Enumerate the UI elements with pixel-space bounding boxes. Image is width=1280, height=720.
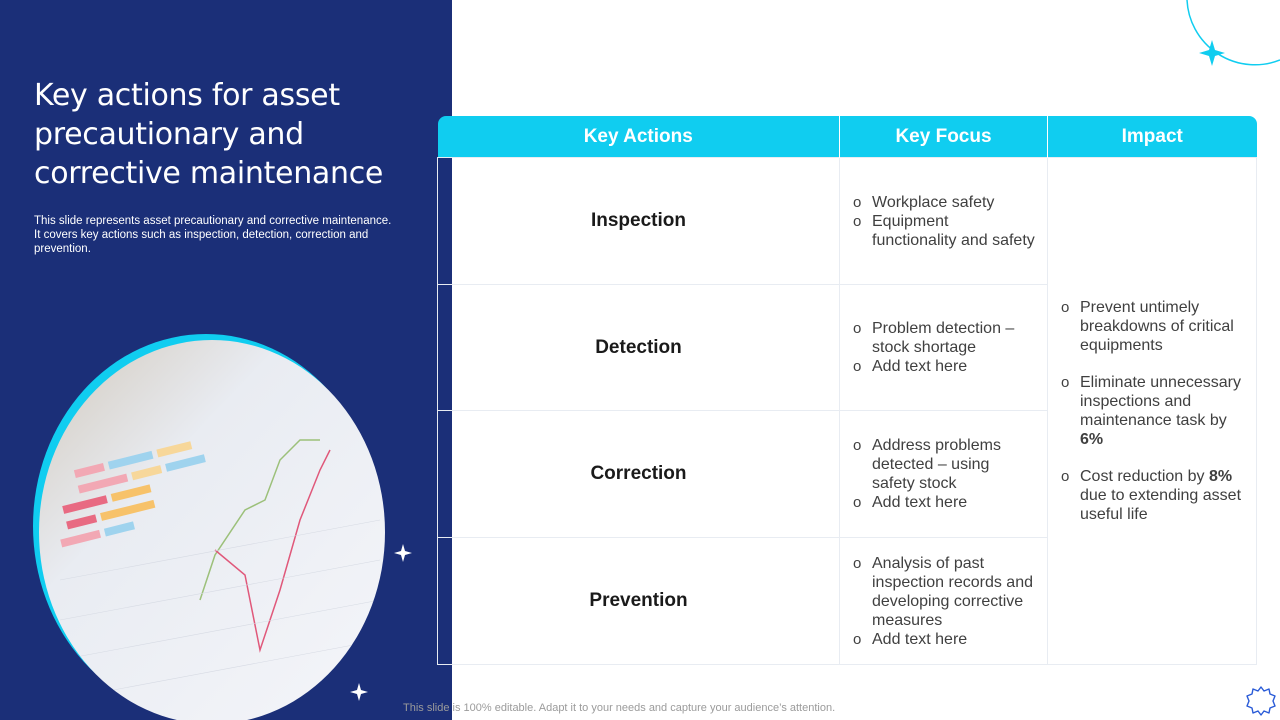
action-correction: Correction: [438, 411, 840, 538]
list-item: o Equipment functionality and safety: [852, 212, 1035, 250]
slide-title: Key actions for asset precautionary and corrective maintenance: [34, 78, 384, 191]
list-item: o Add text here: [852, 357, 1035, 376]
slide-footer: This slide is 100% editable. Adapt it to your needs and capture your audience’s attention.: [403, 702, 836, 714]
header-impact: Impact: [1048, 116, 1257, 158]
sparkle-icon: [394, 544, 412, 562]
list-item: o Address problems detected – using safety stock: [852, 436, 1035, 493]
table-header-row: [438, 116, 1257, 158]
list-item: o Analysis of past inspection records and developing corrective measures: [852, 554, 1035, 630]
list-item: o Add text here: [852, 630, 1035, 649]
maintenance-table: [437, 116, 1257, 665]
impact-text: Cost reduction by: [1080, 468, 1209, 485]
list-item: o Problem detection – stock shortage: [852, 319, 1035, 357]
impact-text: due to extending asset useful life: [1080, 487, 1242, 523]
list-item: o Workplace safety: [852, 193, 1035, 212]
table-row: [438, 158, 1257, 285]
list-item: [1060, 298, 1246, 355]
action-inspection: Inspection: [438, 158, 840, 285]
header-key-actions: Key Actions: [438, 116, 840, 158]
sparkle-icon: [350, 683, 368, 701]
action-detection: Detection: [438, 285, 840, 411]
impact-cell: [1048, 158, 1257, 665]
impact-value: 8%: [1208, 468, 1233, 485]
list-item: [1060, 467, 1246, 524]
list-item: [1060, 373, 1246, 449]
list-item: o Add text here: [852, 493, 1035, 512]
header-key-focus: Key Focus: [840, 116, 1048, 158]
report-image-decor: [0, 0, 452, 720]
decorative-arc: [1170, 0, 1280, 80]
gear-icon: [1244, 684, 1278, 718]
impact-value: 6%: [1080, 431, 1104, 448]
action-prevention: Prevention: [438, 538, 840, 665]
focus-cell: [840, 158, 1048, 285]
impact-text: Prevent untimely breakdowns of critical equipments: [1080, 299, 1234, 354]
focus-cell: [840, 538, 1048, 665]
focus-cell: [840, 285, 1048, 411]
slide-subtitle: This slide represents asset precautionary and corrective maintenance. It covers key actions such as inspection, detection, correction and prevention.: [34, 215, 392, 255]
focus-cell: [840, 411, 1048, 538]
sparkle-icon: [1199, 40, 1225, 66]
impact-text: Eliminate unnecessary inspections and maintenance task by: [1080, 374, 1241, 429]
